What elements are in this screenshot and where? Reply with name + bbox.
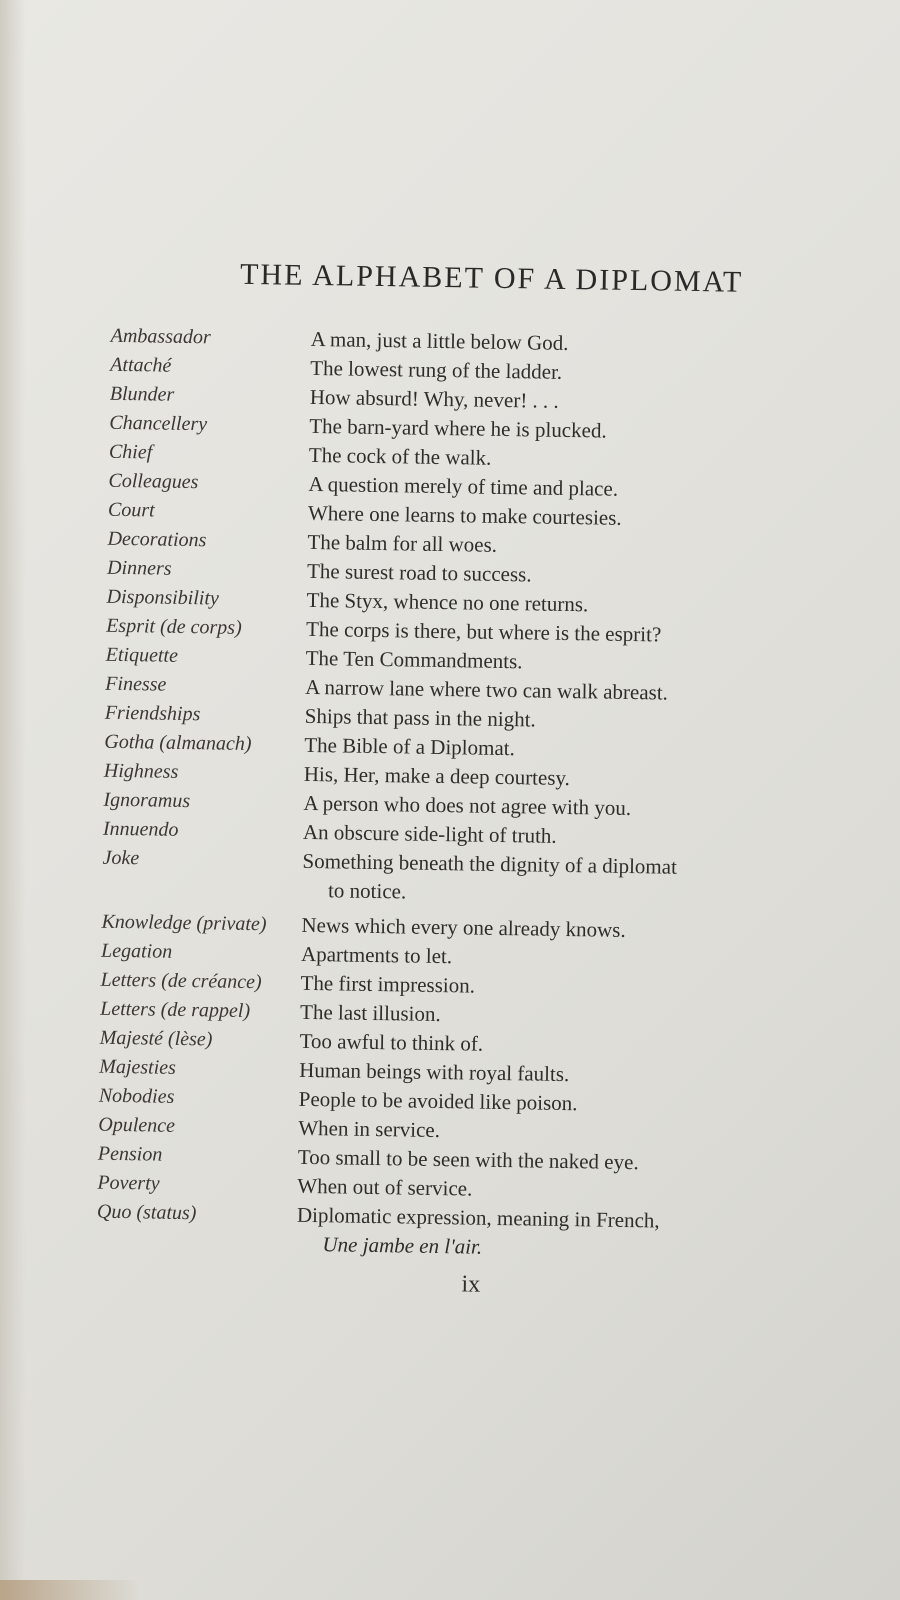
entry-definition-text: Ships that pass in the night. xyxy=(304,703,536,732)
entry-term: Ignoramus xyxy=(103,788,191,813)
entry-definition-text: How absurd! Why, never! . . . xyxy=(309,384,559,413)
entry-term: Finesse xyxy=(105,672,167,696)
entry-definition-text: The last illusion. xyxy=(299,999,441,1027)
page-gutter-shadow xyxy=(0,0,26,1600)
entry-term: Letters (de créance) xyxy=(100,968,262,994)
page-title: THE ALPHABET OF A DIPLOMAT xyxy=(239,257,744,299)
entry-term: Pension xyxy=(97,1142,163,1166)
entry-term: Blunder xyxy=(109,382,175,406)
entry-definition-text: Human beings with royal faults. xyxy=(299,1057,570,1087)
page-content xyxy=(46,255,882,1305)
glossary-entry xyxy=(46,1197,867,1268)
entry-definition-text: The Styx, whence no one returns. xyxy=(306,587,589,617)
entry-definition-text: The corps is there, but where is the esprit? xyxy=(305,616,662,647)
entry-definition-text: A question merely of time and place. xyxy=(308,471,619,501)
entry-definition-text: When out of service. xyxy=(297,1173,473,1201)
glossary-entry xyxy=(52,843,873,914)
entry-definition-text: Where one learns to make courtesies. xyxy=(307,500,622,530)
entry-definition-text: The first impression. xyxy=(300,970,476,998)
glossary-list xyxy=(46,321,881,1268)
entry-term: Attaché xyxy=(110,353,172,377)
entry-term: Colleagues xyxy=(108,469,199,494)
entry-definition-text: News which every one already knows. xyxy=(301,912,626,942)
entry-term: Knowledge (private) xyxy=(101,910,267,936)
entry-definition-text: His, Her, make a deep courtesy. xyxy=(303,761,571,791)
page-number: ix xyxy=(461,1271,481,1298)
entry-term: Majesties xyxy=(99,1055,177,1079)
entry-definition-text: A narrow lane where two can walk abreast. xyxy=(305,674,669,705)
entry-term: Quo (status) xyxy=(96,1200,197,1225)
entry-definition-text: The balm for all woes. xyxy=(307,529,498,557)
page-edge xyxy=(0,1580,140,1600)
entry-definition-text: The Bible of a Diplomat. xyxy=(304,732,516,761)
entry-definition-text: The barn-yard where he is plucked. xyxy=(309,413,607,443)
entry-term: Highness xyxy=(103,759,179,783)
entry-term: Letters (de rappel) xyxy=(99,997,251,1023)
entry-definition-text: The surest road to success. xyxy=(306,558,532,587)
entry-definition xyxy=(296,1201,867,1268)
entry-definition-text: An obscure side-light of truth. xyxy=(302,819,557,848)
entry-term: Opulence xyxy=(98,1113,176,1137)
entry-term: Dinners xyxy=(106,556,172,580)
entry-definition-text: A person who does not agree with you. xyxy=(303,790,632,821)
entry-definition-text: Apartments to let. xyxy=(300,941,453,969)
entry-definition-continuation: Une jambe en l'air. xyxy=(322,1232,483,1259)
entry-definition-text: A man, just a little below God. xyxy=(310,326,569,355)
entry-definition-text: People to be avoided like poison. xyxy=(298,1086,578,1116)
entry-term: Joke xyxy=(102,846,140,870)
entry-term: Decorations xyxy=(107,527,207,552)
entry-term: Innuendo xyxy=(102,817,179,841)
entry-term: Poverty xyxy=(97,1171,160,1195)
entry-definition-text: The Ten Commandments. xyxy=(305,645,523,674)
entry-term: Esprit (de corps) xyxy=(106,614,242,639)
entry-term: Legation xyxy=(100,939,173,963)
entry-term: Disponsibility xyxy=(106,585,220,610)
entry-term: Chancellery xyxy=(109,411,208,436)
entry-definition-text: Too awful to think of. xyxy=(299,1028,484,1056)
entry-term: Majesté (lèse) xyxy=(99,1026,213,1051)
entry-term: Ambassador xyxy=(110,324,211,349)
entry-definition-text: Diplomatic expression, meaning in French, xyxy=(296,1202,660,1233)
entry-term: Friendships xyxy=(104,701,201,726)
entry-definition xyxy=(302,847,873,914)
entry-term: Etiquette xyxy=(105,643,179,667)
entry-term: Chief xyxy=(108,440,153,464)
entry-definition-text: Something beneath the dignity of a diplomat xyxy=(302,848,678,879)
entry-term: Court xyxy=(107,498,155,522)
entry-definition-text: The cock of the walk. xyxy=(308,442,492,470)
entry-term: Nobodies xyxy=(98,1084,175,1108)
entry-definition-continuation: to notice. xyxy=(327,878,407,904)
entry-term: Gotha (almanach) xyxy=(104,730,252,756)
entry-definition-text: The lowest rung of the ladder. xyxy=(310,355,563,384)
entry-definition-text: When in service. xyxy=(298,1115,441,1143)
entry-definition-text: Too small to be seen with the naked eye. xyxy=(297,1144,639,1175)
